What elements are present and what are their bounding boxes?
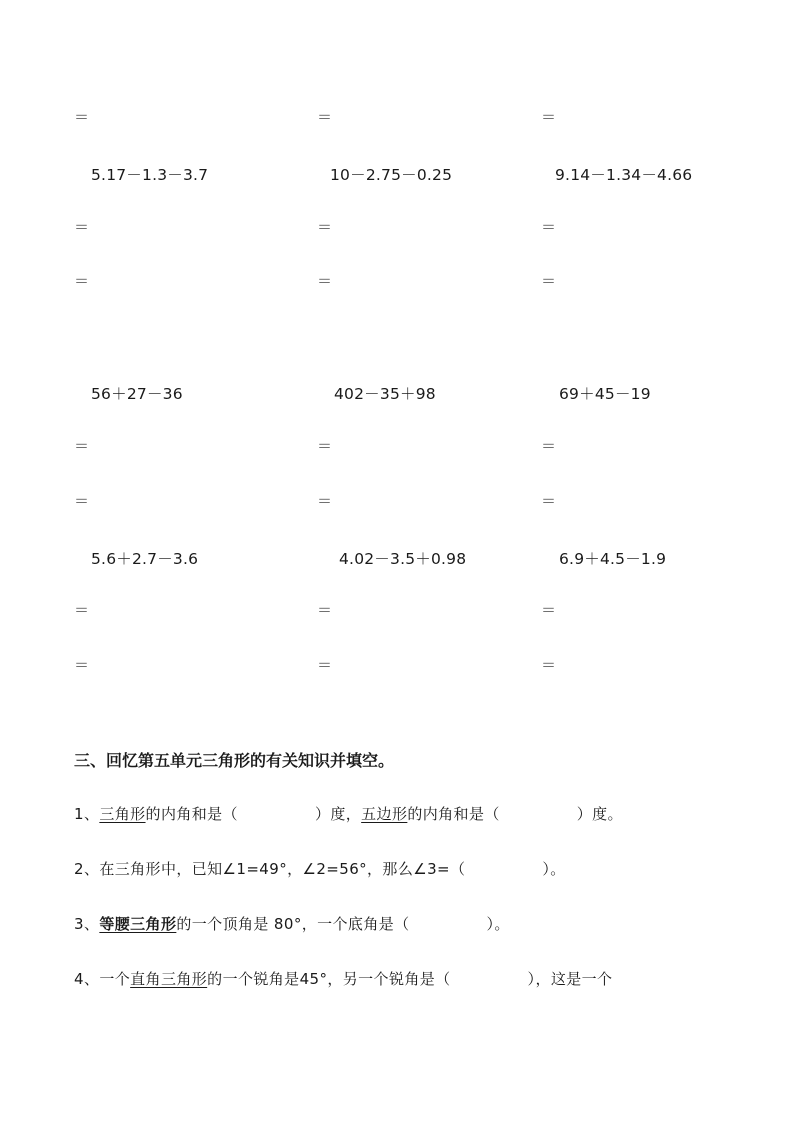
question-text: 的一个锐角是45°，另一个锐角是（ ），这是一个 bbox=[207, 970, 613, 988]
equals-sign: ＝ bbox=[317, 272, 333, 290]
equals-sign: ＝ bbox=[74, 272, 90, 290]
expression: 9.14－1.34－4.66 bbox=[555, 166, 693, 184]
expression: 69＋45－19 bbox=[559, 385, 651, 403]
question-text: 的内角和是（ ）度。 bbox=[407, 805, 623, 823]
term-pentagon: 五边形 bbox=[361, 805, 408, 823]
equals-sign: ＝ bbox=[541, 218, 557, 236]
equals-sign: ＝ bbox=[74, 108, 90, 126]
question-text: 一个 bbox=[99, 970, 131, 988]
equals-sign: ＝ bbox=[317, 108, 333, 126]
term-right-triangle: 直角三角形 bbox=[130, 970, 208, 988]
equals-sign: ＝ bbox=[541, 108, 557, 126]
equals-sign: ＝ bbox=[541, 437, 557, 455]
equals-sign: ＝ bbox=[317, 437, 333, 455]
question-number: 4、 bbox=[74, 970, 100, 988]
equals-sign: ＝ bbox=[541, 272, 557, 290]
equals-sign: ＝ bbox=[541, 492, 557, 510]
equals-sign: ＝ bbox=[74, 437, 90, 455]
equals-sign: ＝ bbox=[74, 656, 90, 674]
equals-sign: ＝ bbox=[74, 601, 90, 619]
question-2 bbox=[74, 858, 566, 879]
question-text: 的一个顶角是 80°，一个底角是（ ）。 bbox=[176, 915, 510, 933]
equals-sign: ＝ bbox=[74, 218, 90, 236]
question-number: 3、 bbox=[74, 915, 100, 933]
question-3 bbox=[74, 913, 510, 934]
expression: 5.6＋2.7－3.6 bbox=[91, 550, 199, 568]
equals-sign: ＝ bbox=[541, 656, 557, 674]
equals-sign: ＝ bbox=[317, 656, 333, 674]
equals-sign: ＝ bbox=[317, 601, 333, 619]
question-1 bbox=[74, 803, 623, 824]
expression: 402－35＋98 bbox=[334, 385, 436, 403]
expression: 4.02－3.5＋0.98 bbox=[339, 550, 467, 568]
question-number: 2、 bbox=[74, 860, 100, 878]
question-4 bbox=[74, 968, 612, 989]
question-text: 的内角和是（ ）度， bbox=[145, 805, 362, 823]
term-isosceles-triangle: 等腰三角形 bbox=[99, 915, 177, 933]
equals-sign: ＝ bbox=[74, 492, 90, 510]
section-title: 三、回忆第五单元三角形的有关知识并填空。 bbox=[74, 751, 395, 770]
expression: 10－2.75－0.25 bbox=[330, 166, 453, 184]
question-text: 在三角形中，已知∠1=49°，∠2=56°，那么∠3=（ ）。 bbox=[99, 860, 566, 878]
equals-sign: ＝ bbox=[317, 492, 333, 510]
expression: 6.9＋4.5－1.9 bbox=[559, 550, 667, 568]
term-triangle: 三角形 bbox=[99, 805, 146, 823]
expression: 5.17－1.3－3.7 bbox=[91, 166, 209, 184]
equals-sign: ＝ bbox=[317, 218, 333, 236]
equals-sign: ＝ bbox=[541, 601, 557, 619]
question-number: 1、 bbox=[74, 805, 100, 823]
expression: 56＋27－36 bbox=[91, 385, 183, 403]
